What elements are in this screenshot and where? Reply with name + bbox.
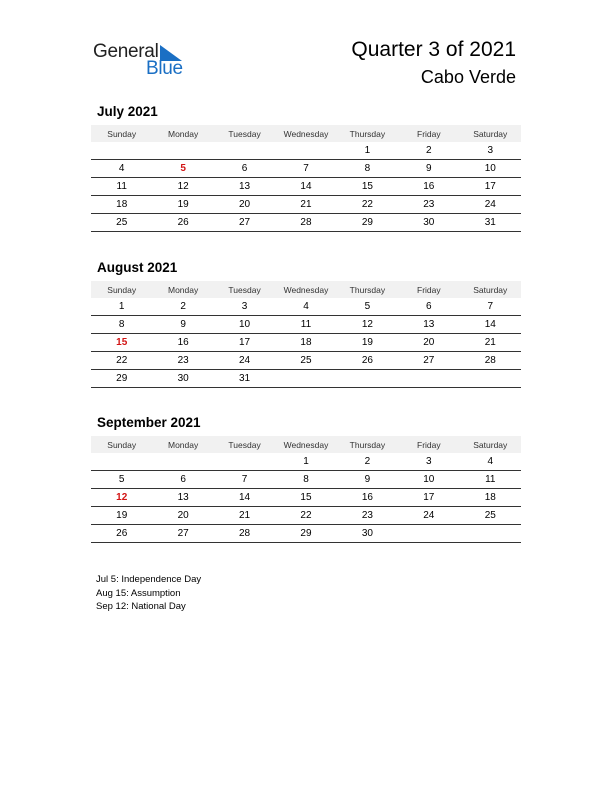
day-cell: 31 — [214, 370, 275, 388]
month-title: September 2021 — [97, 415, 201, 430]
day-cell: 1 — [337, 142, 398, 160]
day-cell: 31 — [460, 214, 521, 232]
weekday-header: Sunday — [91, 436, 152, 453]
day-cell: 23 — [337, 507, 398, 525]
week-row — [91, 178, 521, 196]
day-cell: 4 — [91, 160, 152, 178]
week-row — [91, 453, 521, 471]
weekday-header: Saturday — [460, 436, 521, 453]
day-cell: 20 — [214, 196, 275, 214]
day-cell: 8 — [275, 471, 336, 489]
day-cell — [91, 142, 152, 160]
country-name: Cabo Verde — [420, 67, 516, 87]
day-cell: 10 — [460, 160, 521, 178]
weekday-header: Sunday — [91, 125, 152, 142]
day-cell: 3 — [460, 142, 521, 160]
day-cell — [460, 525, 521, 543]
day-cell: 29 — [337, 214, 398, 232]
weekday-header: Friday — [398, 125, 459, 142]
day-cell: 28 — [214, 525, 275, 543]
holiday-day-cell: 5 — [152, 160, 213, 178]
day-cell: 13 — [398, 316, 459, 334]
day-cell: 1 — [91, 298, 152, 316]
weekday-header: Friday — [398, 436, 459, 453]
holiday-note: Jul 5: Independence Day — [96, 574, 202, 585]
day-cell: 14 — [460, 316, 521, 334]
week-row — [91, 196, 521, 214]
day-cell: 17 — [460, 178, 521, 196]
weekday-header: Thursday — [337, 436, 398, 453]
logo-text-general: General — [93, 41, 159, 62]
week-row — [91, 507, 521, 525]
day-cell: 20 — [152, 507, 213, 525]
calendar-table — [91, 125, 521, 232]
day-cell: 25 — [275, 352, 336, 370]
weekday-header: Wednesday — [275, 125, 336, 142]
day-cell: 5 — [91, 471, 152, 489]
weekday-header: Monday — [152, 125, 213, 142]
weekday-header-row — [91, 436, 521, 453]
day-cell: 19 — [152, 196, 213, 214]
week-row — [91, 352, 521, 370]
day-cell: 13 — [152, 489, 213, 507]
weekday-header: Saturday — [460, 281, 521, 298]
day-cell: 27 — [152, 525, 213, 543]
day-cell — [337, 370, 398, 388]
week-row — [91, 471, 521, 489]
weekday-header: Wednesday — [275, 436, 336, 453]
month-block-july — [91, 103, 521, 232]
day-cell: 15 — [337, 178, 398, 196]
day-cell — [214, 142, 275, 160]
calendar-table — [91, 281, 521, 388]
day-cell: 18 — [275, 334, 336, 352]
day-cell: 16 — [337, 489, 398, 507]
day-cell: 1 — [275, 453, 336, 471]
day-cell: 12 — [152, 178, 213, 196]
day-cell: 21 — [460, 334, 521, 352]
day-cell: 27 — [398, 352, 459, 370]
day-cell: 25 — [460, 507, 521, 525]
day-cell: 18 — [460, 489, 521, 507]
weekday-header: Thursday — [337, 125, 398, 142]
day-cell: 20 — [398, 334, 459, 352]
weekday-header: Tuesday — [214, 436, 275, 453]
day-cell — [152, 453, 213, 471]
day-cell: 5 — [337, 298, 398, 316]
week-row — [91, 370, 521, 388]
day-cell — [398, 525, 459, 543]
day-cell: 19 — [91, 507, 152, 525]
day-cell: 28 — [275, 214, 336, 232]
holiday-notes — [96, 573, 201, 614]
day-cell: 17 — [398, 489, 459, 507]
day-cell — [275, 142, 336, 160]
month-block-august — [91, 259, 521, 388]
day-cell: 19 — [337, 334, 398, 352]
day-cell: 3 — [398, 453, 459, 471]
day-cell: 2 — [337, 453, 398, 471]
day-cell: 15 — [275, 489, 336, 507]
day-cell: 29 — [91, 370, 152, 388]
day-cell: 24 — [460, 196, 521, 214]
day-cell: 21 — [275, 196, 336, 214]
day-cell — [214, 453, 275, 471]
day-cell: 14 — [214, 489, 275, 507]
day-cell: 9 — [398, 160, 459, 178]
day-cell: 30 — [398, 214, 459, 232]
day-cell: 24 — [214, 352, 275, 370]
week-row — [91, 525, 521, 543]
day-cell: 26 — [337, 352, 398, 370]
day-cell: 4 — [275, 298, 336, 316]
day-cell: 6 — [214, 160, 275, 178]
page-title: Quarter 3 of 2021 — [351, 38, 516, 61]
holiday-note: Aug 15: Assumption — [96, 587, 181, 599]
day-cell: 25 — [91, 214, 152, 232]
day-cell: 16 — [398, 178, 459, 196]
day-cell: 22 — [275, 507, 336, 525]
day-cell: 11 — [460, 471, 521, 489]
day-cell: 30 — [152, 370, 213, 388]
month-block-september — [91, 414, 521, 543]
logo-text-blue: Blue — [146, 58, 183, 79]
day-cell: 8 — [91, 316, 152, 334]
day-cell: 16 — [152, 334, 213, 352]
day-cell: 22 — [91, 352, 152, 370]
day-cell: 21 — [214, 507, 275, 525]
day-cell: 12 — [337, 316, 398, 334]
day-cell: 10 — [214, 316, 275, 334]
weekday-header: Wednesday — [275, 281, 336, 298]
week-row — [91, 316, 521, 334]
day-cell — [152, 142, 213, 160]
day-cell: 23 — [398, 196, 459, 214]
day-cell: 6 — [152, 471, 213, 489]
day-cell: 24 — [398, 507, 459, 525]
day-cell: 7 — [275, 160, 336, 178]
week-row — [91, 142, 521, 160]
week-row — [91, 298, 521, 316]
calendar-table — [91, 436, 521, 543]
holiday-day-cell: 12 — [91, 489, 152, 507]
day-cell — [460, 370, 521, 388]
day-cell: 23 — [152, 352, 213, 370]
weekday-header: Saturday — [460, 125, 521, 142]
weekday-header: Monday — [152, 281, 213, 298]
day-cell: 6 — [398, 298, 459, 316]
day-cell: 14 — [275, 178, 336, 196]
day-cell: 26 — [91, 525, 152, 543]
day-cell: 13 — [214, 178, 275, 196]
holiday-note: Sep 12: National Day — [96, 601, 186, 612]
day-cell: 2 — [152, 298, 213, 316]
day-cell: 28 — [460, 352, 521, 370]
day-cell: 11 — [91, 178, 152, 196]
day-cell: 2 — [398, 142, 459, 160]
day-cell: 26 — [152, 214, 213, 232]
day-cell: 30 — [337, 525, 398, 543]
day-cell: 17 — [214, 334, 275, 352]
day-cell: 10 — [398, 471, 459, 489]
day-cell — [91, 453, 152, 471]
month-title: July 2021 — [97, 104, 158, 119]
weekday-header-row — [91, 281, 521, 298]
day-cell — [398, 370, 459, 388]
day-cell: 22 — [337, 196, 398, 214]
day-cell: 7 — [460, 298, 521, 316]
day-cell: 27 — [214, 214, 275, 232]
weekday-header: Thursday — [337, 281, 398, 298]
week-row — [91, 489, 521, 507]
day-cell: 3 — [214, 298, 275, 316]
week-row — [91, 214, 521, 232]
weekday-header-row — [91, 125, 521, 142]
weekday-header: Sunday — [91, 281, 152, 298]
week-row — [91, 160, 521, 178]
weekday-header: Friday — [398, 281, 459, 298]
holiday-day-cell: 15 — [91, 334, 152, 352]
week-row — [91, 334, 521, 352]
day-cell — [275, 370, 336, 388]
day-cell: 4 — [460, 453, 521, 471]
day-cell: 8 — [337, 160, 398, 178]
day-cell: 7 — [214, 471, 275, 489]
day-cell: 18 — [91, 196, 152, 214]
generalblue-logo — [93, 41, 193, 81]
day-cell: 9 — [337, 471, 398, 489]
weekday-header: Monday — [152, 436, 213, 453]
month-title: August 2021 — [97, 260, 178, 275]
day-cell: 11 — [275, 316, 336, 334]
weekday-header: Tuesday — [214, 281, 275, 298]
day-cell: 9 — [152, 316, 213, 334]
weekday-header: Tuesday — [214, 125, 275, 142]
day-cell: 29 — [275, 525, 336, 543]
